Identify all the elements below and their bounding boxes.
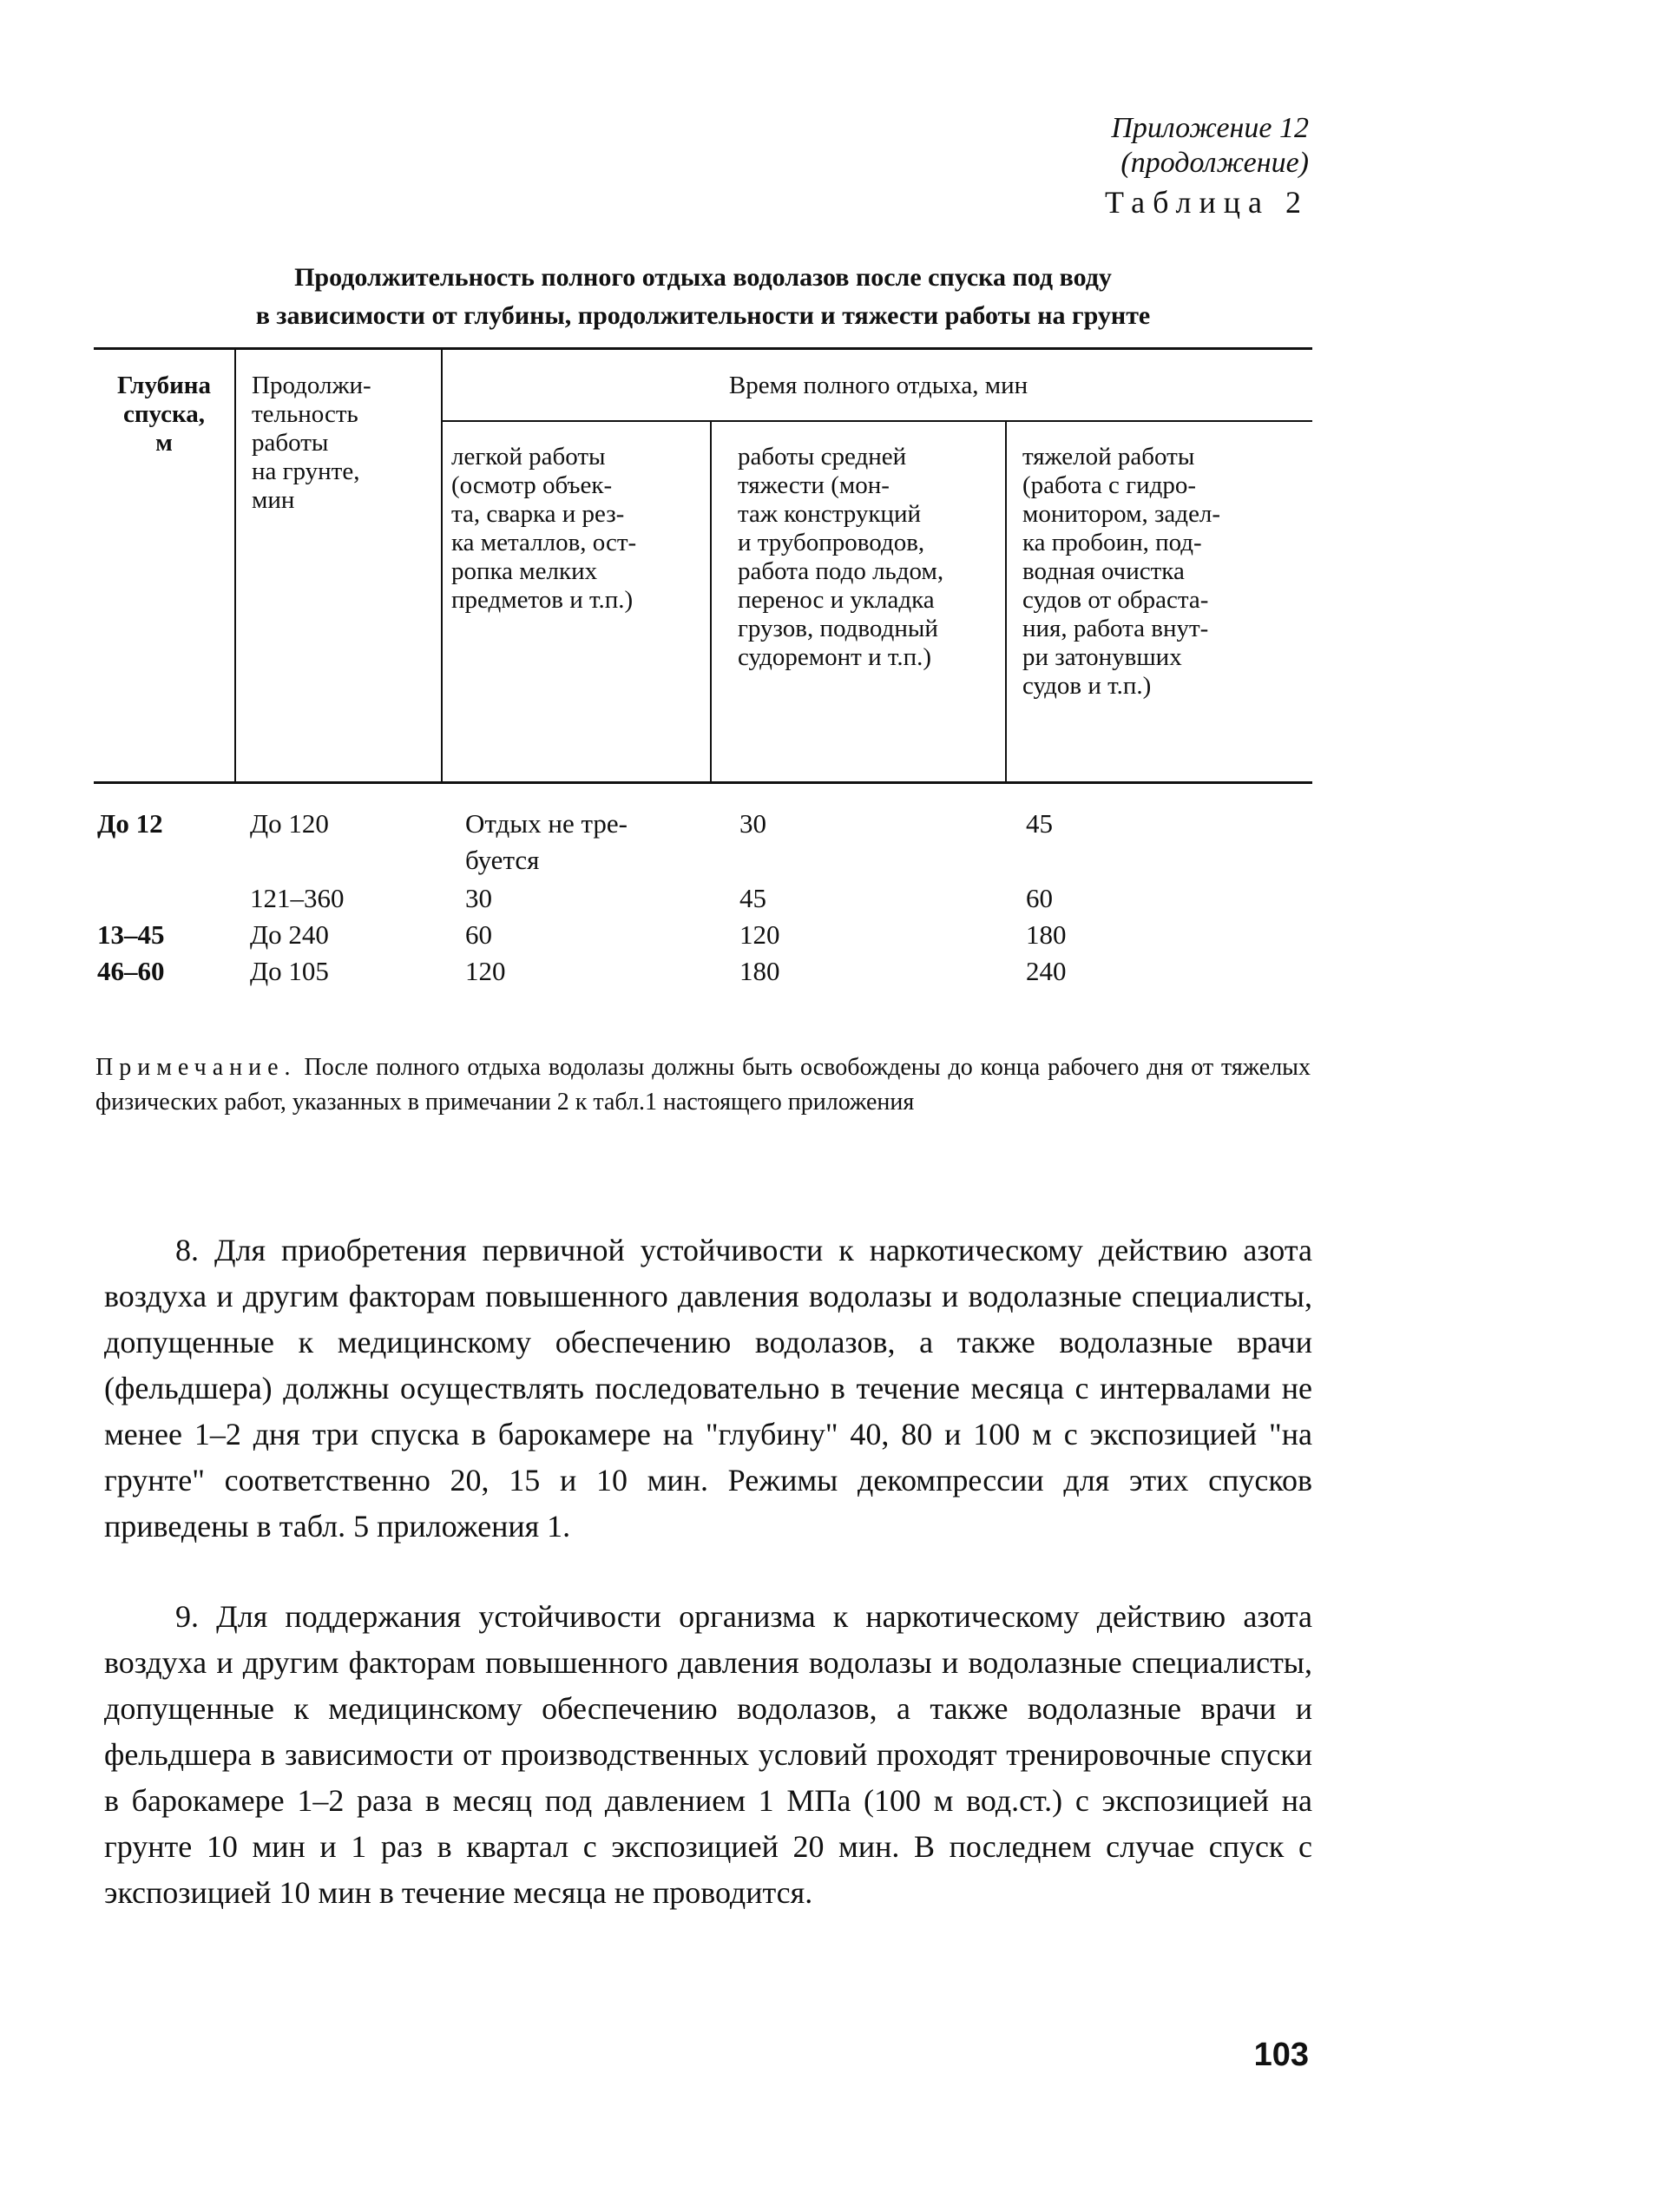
paragraph-9: 9. Для поддержания устойчивости организма к наркотическому действию азота воздуха и другим факторам повышенного давления водолазы и водолазные специалисты, допущенные к медицинскому обеспечению водолазов, а также водолазные врачи и фельдшера в зависимости от производственных условий проходят тренировочные спуски в барокамере 1–2 раза в месяц под давлением 1 МПа (100 м вод.ст.) с экспозицией на грунте 10 мин и 1 раз в квартал с экспозицией 20 мин. В последнем случае спуск с экспозицией 10 мин в течение месяца не проводится. [104,1599,1312,1910]
appendix-heading [1111,111,1309,181]
cell-medium: 120 [739,919,780,950]
table-header-bottom-rule [94,781,1312,784]
appendix-continuation: (продолжение) [1120,147,1309,179]
cell-heavy: 180 [1026,919,1067,950]
cell-light: Отдых не тре- буется [465,808,628,875]
table-caption-line-2: в зависимости от глубины, продолжительности и тяжести работы на грунте [255,301,1151,330]
appendix-title: Приложение 12 [1111,112,1309,144]
cell-depth: До 12 [97,808,163,839]
header-light-work: легкой работы (осмотр объек- та, сварка и рез- ка металлов, ост- ропка мелких предметов и т.п.) [451,443,637,614]
header-rest-group: Время полного отдыха, мин [728,372,1028,399]
table-divider-medium [1005,421,1007,781]
cell-light: 60 [465,919,492,950]
note-text: После полного отдыха водолазы должны быть освобождены до конца рабочего дня от тяжелых физических работ, указанных в примечании 2 к табл.1 настоящего приложения [95,1054,1311,1116]
cell-duration: 121–360 [250,883,345,913]
cell-duration: До 105 [250,956,329,986]
table-top-rule [94,347,1312,350]
table-caption-line-1: Продолжительность полного отдыха водолазов после спуска под воду [294,263,1112,292]
table-number: Таблица 2 [1105,185,1309,220]
cell-heavy: 60 [1026,883,1053,913]
paragraph-8: 8. Для приобретения первичной устойчивости к наркотическому действию азота воздуха и другим факторам повышенного давления водолазы и водолазные специалисты, допущенные к медицинскому обеспечению водолазов, а также водолазные врачи (фельдшера) должны осуществлять последовательно в течение месяца с интервалами не менее 1–2 дня три спуска в барокамере на "глубину" 40, 80 и 100 м с экспозицией "на грунте" соответственно 20, 15 и 10 мин. Режимы декомпрессии для этих спусков приведены в табл. 5 приложения 1. [104,1233,1312,1544]
cell-medium: 30 [739,808,766,839]
cell-heavy: 45 [1026,808,1053,839]
cell-depth: 13–45 [97,919,165,950]
header-medium-work: работы средней тяжести (мон- таж конструкций и трубопроводов, работа подо льдом, перенос и укладка грузов, подводный судоремонт и т.п.) [738,443,944,671]
header-duration: Продолжи- тельность работы на грунте, мин [252,372,371,514]
table-group-rule [443,420,1312,422]
cell-medium: 45 [739,883,766,913]
table-divider-depth [234,349,236,781]
cell-duration: До 240 [250,919,329,950]
header-heavy-work: тяжелой работы (работа с гидро- монитором, задел- ка пробоин, под- водная очистка судов от обраста- ния, работа внут- ри затонувших судов и т.п.) [1022,443,1221,700]
page-number: 103 [1253,2037,1309,2073]
cell-medium: 180 [739,956,780,986]
table-divider-light [710,421,712,781]
cell-heavy: 240 [1026,956,1067,986]
table-caption [95,259,1311,335]
cell-depth: 46–60 [97,956,165,986]
table-note [95,1050,1311,1120]
table-divider-duration [441,349,443,781]
cell-duration: До 120 [250,808,329,839]
header-depth: Глубина спуска, м [117,372,211,457]
note-label: Примечание. [95,1054,297,1081]
cell-light: 30 [465,883,492,913]
cell-light: 120 [465,956,506,986]
